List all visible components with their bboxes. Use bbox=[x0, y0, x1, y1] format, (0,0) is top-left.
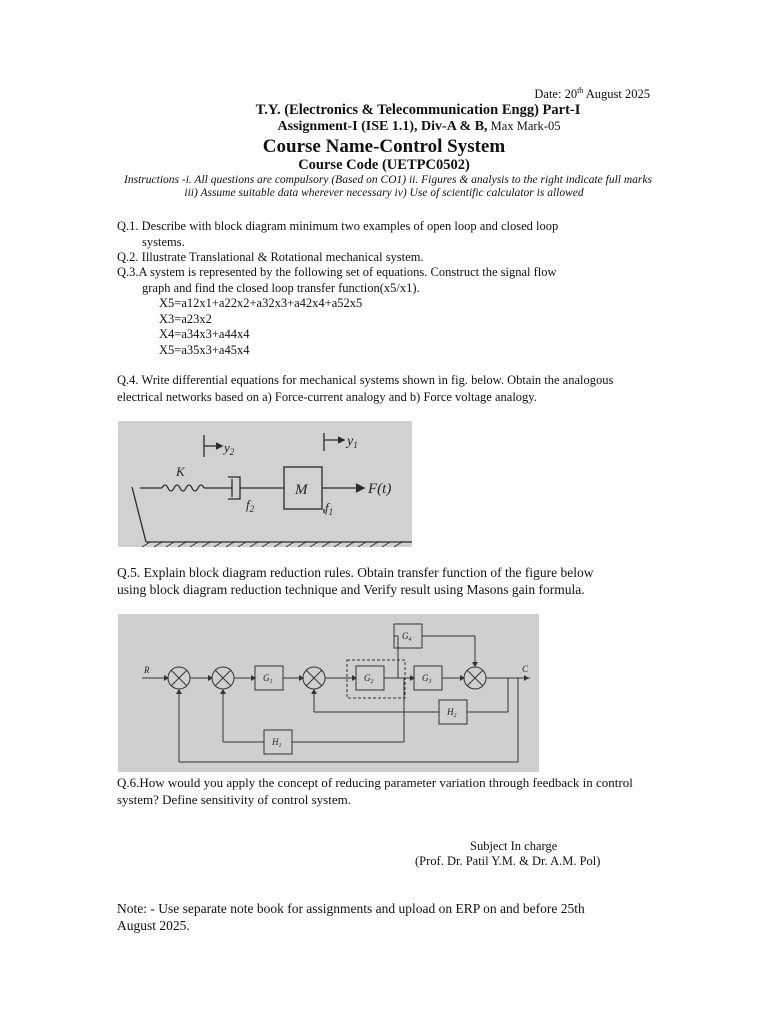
friction-label: f bbox=[325, 500, 329, 515]
equation-4: X5=a35x3+a45x4 bbox=[159, 343, 250, 357]
g2-subscript: 2 bbox=[370, 679, 374, 685]
g1-subscript: 1 bbox=[269, 679, 273, 685]
question-1: Q.1. Describe with block diagram minimum two examples of open loop and closed loop bbox=[117, 219, 559, 233]
input-label: R bbox=[144, 665, 150, 675]
force-arrowhead bbox=[356, 484, 364, 492]
y2-arrowhead bbox=[216, 443, 222, 449]
instructions-line-1: Instructions -i. All questions are compulsory (Based on CO1) ii. Figures & analysis to the right indicate full marks bbox=[124, 174, 652, 186]
svg-text:f1 bbox=[325, 500, 333, 517]
assignment-heading bbox=[0, 119, 768, 135]
question-2: Q.2. Illustrate Translational & Rotational mechanical system. bbox=[117, 250, 424, 264]
question-6: Q.6.How would you apply the concept of reducing parameter variation through feedback in control bbox=[117, 775, 633, 790]
y2-subscript: 2 bbox=[229, 447, 235, 457]
date-suffix: August 2025 bbox=[583, 87, 650, 102]
equation-1: X5=a12x1+a22x2+a32x3+a42x4+a52x5 bbox=[159, 296, 363, 310]
date-superscript: th bbox=[577, 86, 584, 95]
mechanical-system-figure bbox=[118, 421, 412, 547]
y1-label: y bbox=[347, 434, 354, 449]
g4-subscript: 4 bbox=[408, 637, 412, 643]
block-diagram-figure bbox=[118, 614, 539, 772]
course-code: Course Code (UETPC0502) bbox=[298, 157, 470, 173]
block-diagram bbox=[118, 614, 539, 772]
course-name: Course Name-Control System bbox=[262, 136, 506, 157]
mass-label: M bbox=[295, 482, 308, 498]
svg-text:y2 bbox=[222, 440, 235, 457]
g3-label: G bbox=[422, 673, 429, 683]
h1-label: H bbox=[272, 737, 279, 747]
date-line bbox=[534, 86, 650, 102]
h1-subscript: 1 bbox=[278, 743, 282, 749]
y1-subscript: 1 bbox=[353, 440, 358, 450]
subject-in-charge: Subject In charge bbox=[470, 839, 558, 853]
note-line-2: August 2025. bbox=[117, 918, 190, 933]
g2-label: G bbox=[364, 673, 371, 683]
professor-names: (Prof. Dr. Patil Y.M. & Dr. A.M. Pol) bbox=[415, 854, 601, 868]
instructions-line-2: iii) Assume suitable data wherever necessary iv) Use of scientific calculator is allowed bbox=[184, 187, 584, 199]
force-label: F(t) bbox=[368, 481, 392, 497]
question-5-continued: using block diagram reduction technique and Verify result using Masons gain formula. bbox=[117, 582, 585, 597]
ground-hatching bbox=[142, 542, 402, 547]
svg-text:G4 bbox=[402, 631, 412, 643]
question-3: Q.3.A system is represented by the following set of equations. Construct the signal flow bbox=[117, 265, 557, 279]
question-6-continued: system? Define sensitivity of control system. bbox=[117, 792, 351, 807]
g4-label: G bbox=[402, 631, 409, 641]
svg-text:G1 bbox=[263, 673, 273, 685]
svg-text:G3 bbox=[422, 673, 432, 685]
mechanical-system-diagram bbox=[118, 421, 412, 547]
damper-label: f bbox=[246, 497, 250, 512]
h2-subscript: 2 bbox=[453, 713, 457, 719]
equation-2: X3=a23x2 bbox=[159, 312, 212, 326]
output-label: C bbox=[522, 664, 529, 674]
svg-text:y1 bbox=[345, 434, 358, 450]
spring-coil bbox=[162, 485, 204, 491]
note-line-1: Note: - Use separate note book for assignments and upload on ERP on and before 25th bbox=[117, 901, 585, 916]
svg-text:H1 bbox=[271, 737, 282, 749]
max-mark: Max Mark-05 bbox=[487, 119, 561, 133]
date-prefix: Date: 20 bbox=[534, 87, 578, 102]
question-4-continued: electrical networks based on a) Force-current analogy and b) Force voltage analogy. bbox=[117, 390, 537, 404]
friction-subscript: 1 bbox=[328, 507, 334, 517]
question-3-continued: graph and find the closed loop transfer function(x5/x1). bbox=[142, 281, 420, 295]
damper-subscript: 2 bbox=[249, 504, 255, 514]
assignment-title: Assignment-I (ISE 1.1), Div-A & B, bbox=[277, 119, 488, 134]
svg-text:H2 bbox=[446, 707, 457, 719]
question-1-continued: systems. bbox=[142, 235, 185, 249]
g3-subscript: 3 bbox=[428, 679, 432, 685]
y1-arrowhead bbox=[338, 437, 344, 443]
wall-line bbox=[132, 487, 146, 542]
h2-label: H bbox=[447, 707, 454, 717]
equation-3: X4=a34x3+a44x4 bbox=[159, 327, 250, 341]
question-4: Q.4. Write differential equations for mechanical systems shown in fig. below. Obtain the analogous bbox=[117, 373, 614, 387]
question-5: Q.5. Explain block diagram reduction rules. Obtain transfer function of the figure below bbox=[117, 565, 594, 580]
y2-label: y bbox=[224, 440, 230, 455]
svg-text:f2 bbox=[246, 497, 255, 514]
svg-text:G2 bbox=[364, 673, 374, 685]
g1-label: G bbox=[263, 673, 270, 683]
class-heading: T.Y. (Electronics & Telecommunication Engg) Part-I bbox=[255, 102, 581, 118]
spring-label: K bbox=[176, 464, 185, 479]
